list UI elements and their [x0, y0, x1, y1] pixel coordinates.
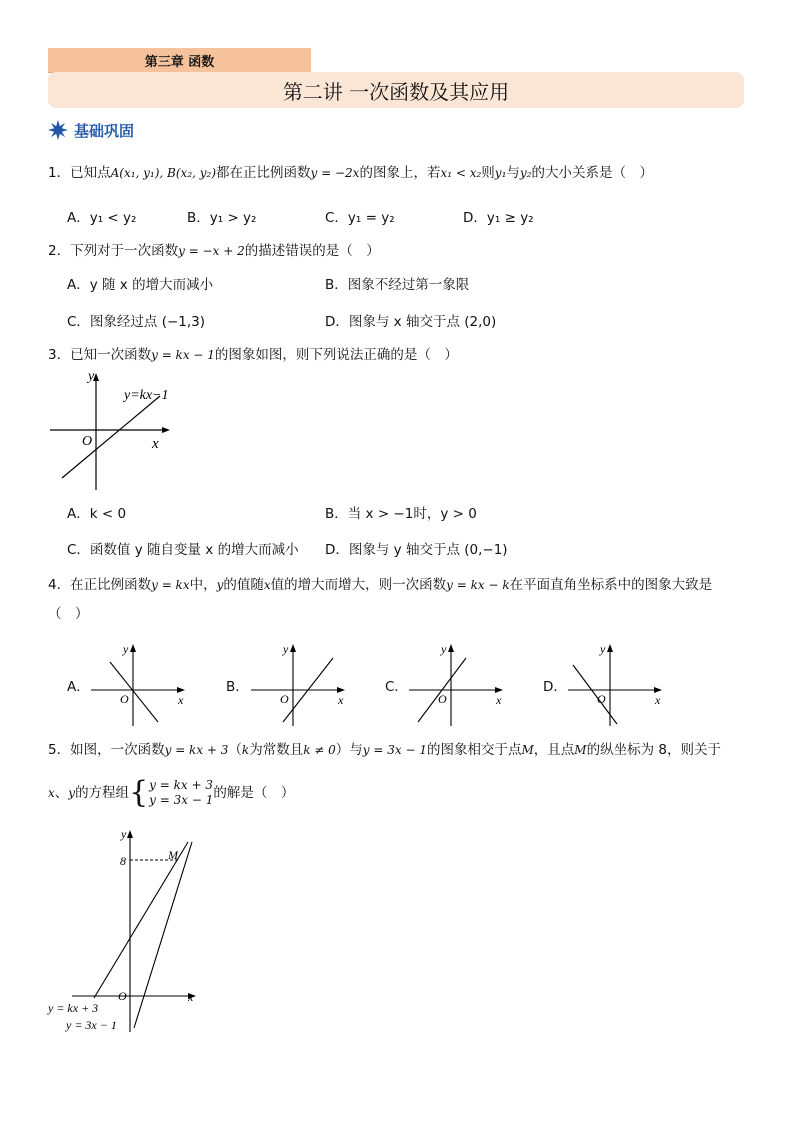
q4-text: 中， [189, 577, 217, 593]
q2-option-d[interactable]: D．图象与 x 轴交于点 (2,0) [325, 314, 497, 330]
q5-line-kx-plus-3 [94, 842, 188, 998]
q5-text: 的图象相交于点 [426, 742, 522, 758]
q5-text: 的解是（ ） [213, 785, 295, 801]
q1-option-b[interactable]: B．y₁ > y₂ [187, 210, 257, 226]
q4-b-x: x [338, 693, 344, 707]
q2-option-b[interactable]: B．图象不经过第一象限 [325, 277, 470, 293]
lesson-banner [48, 72, 744, 108]
q1-func: y = −2x [310, 166, 360, 180]
q1-text: 则 [481, 165, 495, 181]
q5-k: k [241, 743, 250, 757]
q5-line1-label: y = kx + 3 [48, 1001, 99, 1015]
q2-option-c[interactable]: C．图象经过点 (−1,3) [67, 314, 206, 330]
q3-x-label: x [152, 436, 159, 452]
q3-y-label: y [88, 369, 95, 384]
q3-func: y = kx − 1 [151, 348, 215, 362]
q5-text: 的方程组 [75, 785, 130, 801]
q4-y: y [216, 578, 224, 592]
q5-text: ）与 [335, 742, 363, 758]
q4-answer-paren: （ ） [48, 606, 89, 622]
q4-option-a-label[interactable]: A． [67, 679, 90, 695]
q1-option-a[interactable]: A．y₁ < y₂ [67, 210, 137, 226]
q4-a-o: O [120, 692, 129, 706]
q4-b-y: y [283, 642, 289, 656]
q5-y-arrow [127, 830, 133, 838]
q1-points: A(x₁, y₁), B(x₂, y₂) [110, 166, 217, 180]
section-title: 基础巩固 [74, 121, 135, 140]
q3-option-a[interactable]: A．k < 0 [67, 506, 127, 522]
q3-origin-label: O [82, 434, 93, 449]
q4-option-b-label[interactable]: B． [226, 679, 249, 695]
q2-func: y = −x + 2 [178, 244, 245, 258]
q5-text: 5．如图，一次函数 [48, 742, 165, 758]
q5-graph [44, 826, 204, 1036]
q2-text: 的描述错误的是（ ） [244, 243, 380, 259]
q4-x: x [263, 578, 271, 592]
q5-x-label: x [188, 990, 194, 1004]
q5-line2-label: y = 3x − 1 [66, 1018, 117, 1032]
q5-text: 、 [54, 785, 69, 801]
q1-text: 1．已知点 [48, 165, 111, 181]
question-1 [48, 163, 653, 183]
q4-a-line [110, 662, 158, 722]
starburst-icon [48, 120, 68, 140]
q1-option-c[interactable]: C．y₁ = y₂ [325, 210, 395, 226]
q5-cond: k ≠ 0 [303, 743, 336, 757]
q5-point-M-label: M [168, 848, 178, 862]
q5-tick-8: 8 [120, 854, 126, 868]
q1-option-d[interactable]: D．y₁ ≥ y₂ [463, 210, 534, 226]
q4-option-c-graph[interactable] [406, 640, 506, 730]
equation-2: y = 3x − 1 [149, 793, 214, 807]
q4-d-o: O [597, 692, 606, 706]
q5-y-label: y [121, 827, 127, 841]
q4-text: 值的增大而增大，则一次函数 [270, 577, 447, 593]
equation-system [129, 775, 214, 810]
q1-y2: y₂ [519, 166, 532, 180]
brace-icon: { [129, 775, 149, 810]
question-5 [48, 740, 721, 760]
q5-line-3x-minus-1 [134, 842, 192, 1028]
q3-line-label: y=kx−1 [124, 388, 169, 403]
q4-text: 的值随 [223, 577, 264, 593]
q5-text: （ [228, 742, 242, 758]
question-5-line-2 [48, 775, 295, 810]
q1-cond: x₁ < x₂ [440, 166, 482, 180]
q3-text: 3．已知一次函数 [48, 347, 152, 363]
q3-option-b[interactable]: B．当 x > −1时，y > 0 [325, 506, 477, 522]
q1-text: 的大小关系是（ ） [531, 165, 653, 181]
q5-origin-label: O [118, 989, 127, 1003]
q2-option-a[interactable]: A．y 随 x 的增大而减小 [67, 277, 214, 293]
chapter-title: 第三章 函数 [144, 54, 215, 70]
q4-option-a-graph[interactable] [88, 640, 188, 730]
q3-line [62, 396, 160, 478]
q1-text: 都在正比例函数 [216, 165, 311, 181]
q4-option-b-graph[interactable] [248, 640, 348, 730]
q5-x: x [48, 786, 55, 800]
q3-x-arrow [162, 427, 170, 433]
q1-y1: y₁ [494, 166, 507, 180]
q4-func1: y = kx [151, 578, 190, 592]
equation-1: y = kx + 3 [149, 778, 213, 792]
q4-text: 在平面直角坐标系中的图象大致是 [509, 577, 713, 593]
q4-c-o: O [438, 692, 447, 706]
q3-graph [48, 368, 188, 496]
q3-option-d[interactable]: D．图象与 y 轴交于点 (0,−1) [325, 542, 508, 558]
q5-y: y [68, 786, 76, 800]
q1-text: 与 [506, 165, 520, 181]
q4-d-y: y [600, 642, 606, 656]
q4-option-c-label[interactable]: C． [385, 679, 408, 695]
q2-text: 2．下列对于一次函数 [48, 243, 179, 259]
q5-func1: y = kx + 3 [164, 743, 229, 757]
section-heading [48, 118, 134, 142]
q4-text: 4．在正比例函数 [48, 577, 152, 593]
q3-text: 的图象如图，则下列说法正确的是（ ） [214, 347, 458, 363]
q4-d-x: x [655, 693, 661, 707]
q5-M: M [521, 743, 534, 757]
q4-func2: y = kx − k [446, 578, 510, 592]
q4-option-d-graph[interactable] [565, 640, 665, 730]
q1-text: 的图象上，若 [359, 165, 441, 181]
lesson-title: 第二讲 一次函数及其应用 [282, 79, 510, 104]
question-3 [48, 345, 458, 365]
q3-option-c[interactable]: C．函数值 y 随自变量 x 的增大而减小 [67, 542, 299, 558]
question-2 [48, 241, 380, 261]
q5-text: ，且点 [533, 742, 575, 758]
q5-M: M [574, 743, 587, 757]
q5-text: 为常数且 [249, 742, 304, 758]
q4-a-y: y [123, 642, 129, 656]
q5-func2: y = 3x − 1 [362, 743, 427, 757]
q4-c-x: x [496, 693, 502, 707]
q4-option-d-label[interactable]: D． [543, 679, 567, 695]
chapter-banner [48, 48, 311, 73]
q4-b-o: O [280, 692, 289, 706]
q4-a-x: x [178, 693, 184, 707]
q4-c-y: y [441, 642, 447, 656]
q5-text: 的纵坐标为 8，则关于 [586, 742, 721, 758]
question-4 [48, 575, 712, 595]
